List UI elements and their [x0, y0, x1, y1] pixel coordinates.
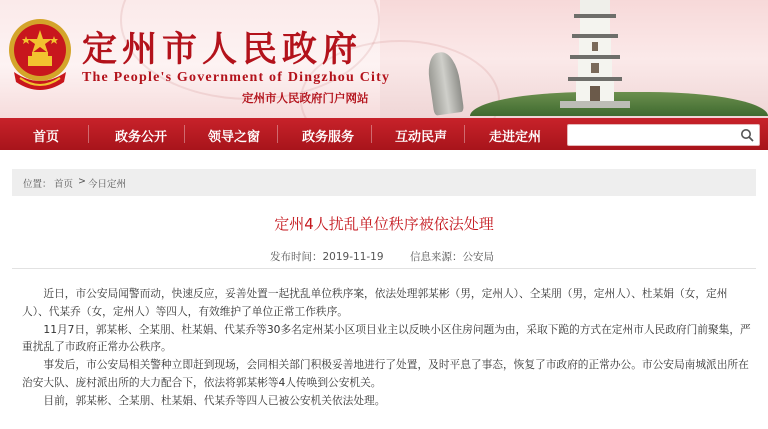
- search-input[interactable]: [568, 127, 733, 147]
- header-banner: [0, 0, 768, 118]
- breadcrumb-link-today-dingzhou[interactable]: 今日定州: [88, 179, 127, 190]
- pagoda-image: [540, 0, 650, 108]
- breadcrumb-prefix: 位置：: [23, 179, 52, 190]
- site-title-en: The People's Government of Dingzhou City: [82, 70, 391, 85]
- nav-divider: [277, 125, 278, 143]
- article-title: 定州4人扰乱单位秩序被依法处理: [274, 215, 494, 233]
- nav-divider: [88, 125, 89, 143]
- site-subtitle: 定州市人民政府门户网站: [242, 91, 369, 105]
- nav-item-services[interactable]: 政务服务: [302, 130, 355, 145]
- nav-divider: [371, 125, 372, 143]
- breadcrumb-link-home[interactable]: 首页: [54, 179, 74, 190]
- article-divider: [12, 268, 756, 269]
- nav-item-home[interactable]: 首页: [33, 130, 60, 145]
- nav-item-government-affairs[interactable]: 政务公开: [115, 130, 168, 145]
- article-paragraph: 近日，市公安局闻警而动，快速反应，妥善处置一起扰乱单位秩序案，依法处理郭某彬（男，定州人）、仝某朋（男，定州人）、杜某娟（女，定州人）、代某乔（女，定州人）等四人，有效维护了单位正常工作秩序。: [22, 287, 728, 318]
- national-emblem-icon: [6, 12, 74, 100]
- search-box: [567, 124, 760, 146]
- search-icon[interactable]: [740, 128, 754, 142]
- nav-item-leaders[interactable]: 领导之窗: [208, 130, 261, 145]
- site-title-cn: 定州市人民政府: [82, 29, 363, 70]
- article-body: [22, 285, 754, 410]
- nav-item-interaction[interactable]: 互动民声: [395, 130, 448, 145]
- breadcrumb: [12, 169, 756, 196]
- article-paragraph: 事发后，市公安局相关警种立即赶到现场，会同相关部门积极妥善地进行了处置，及时平息了事态，恢复了市政府的正常办公。市公安局南城派出所在治安大队、庞村派出所的大力配合下，依法将郭某彬等4人传唤到公安机关。: [22, 358, 749, 389]
- article-paragraph: 11月7日，郭某彬、仝某朋、杜某娟、代某乔等30多名定州某小区项目业主以反映小区住房问题为由，采取下跪的方式在定州市人民政府门前聚集，严重扰乱了市政府正常办公秩序。: [22, 322, 751, 354]
- article-paragraph: 目前，郭某彬、仝某朋、杜某娟、代某乔等四人已被公安机关依法处理。: [43, 393, 386, 407]
- nav-divider: [184, 125, 185, 143]
- breadcrumb-separator: >: [78, 176, 86, 187]
- nav-item-about[interactable]: 走进定州: [489, 130, 542, 145]
- publish-date: 发布时间：2019-11-19: [270, 251, 384, 263]
- info-source: 信息来源：公安局: [410, 251, 494, 263]
- nav-divider: [464, 125, 465, 143]
